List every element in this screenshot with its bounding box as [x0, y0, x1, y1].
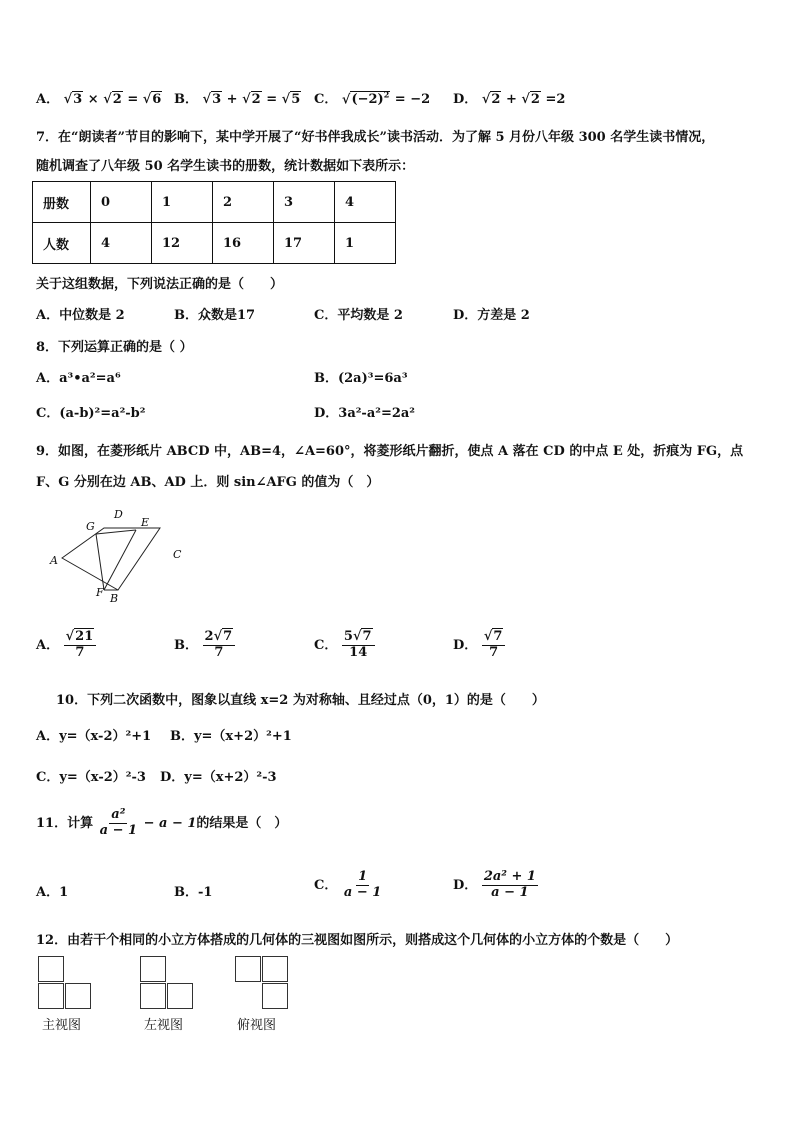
view-cell	[262, 956, 288, 982]
table-cell: 1	[335, 223, 396, 264]
label-g: G	[86, 520, 95, 533]
q9-option-b: B． $\frac{2√7}{7}$	[174, 630, 235, 661]
q10-option-c: C．y=（x-2）²-3	[36, 770, 146, 785]
view-cell	[235, 956, 261, 982]
label-d: D	[114, 508, 123, 521]
fraction: $\frac{√21}{7}$	[64, 630, 97, 661]
q10-option-d: D．y=（x+2）²-3	[160, 770, 277, 785]
view-cell	[140, 956, 166, 982]
table-cell: 3	[274, 182, 335, 223]
label-c: C	[173, 548, 182, 561]
q6-option-c: C． $√(-2)^2 = -2$	[314, 89, 431, 107]
fraction: $\frac{\text{a²}}{a - 1}$	[99, 807, 138, 838]
table-cell: 2	[213, 182, 274, 223]
table-cell: 4	[91, 223, 152, 264]
q8-option-c: C．(a-b)²=a²-b²	[36, 406, 146, 421]
fraction: $\frac{√7}{7}$	[482, 630, 506, 661]
left-view-label: 左视图	[144, 1018, 184, 1033]
table-cell: 17	[274, 223, 335, 264]
q9-line1: 9．如图，在菱形纸片 ABCD 中，AB=4，∠A=60°，将菱形纸片翻折，使点 A 落在 CD 的中点 E 处，折痕为 FG，点	[36, 444, 744, 459]
q6-option-d: D． √2 + √2 =2	[453, 92, 566, 107]
sqrt-sign: √3	[63, 92, 83, 107]
q8-option-a: A．a³•a²=a⁶	[36, 371, 121, 386]
q7-line1: 7．在“朗读者”节目的影响下，某中学开展了“好书伴我成长”读书活动．为了解 5 月份八年级 300 名学生读书情况，	[36, 130, 715, 145]
view-cell	[65, 983, 91, 1009]
label-a: A	[50, 554, 58, 567]
fraction: $\frac{1}{a - 1}$	[343, 869, 382, 900]
rhombus-figure	[40, 500, 200, 610]
table-cell: 4	[335, 182, 396, 223]
q11-option-d: D． $\frac{\text{2a² + 1}}{a - 1}$	[453, 869, 536, 900]
q8-option-b: B．(2a)³=6a³	[314, 371, 408, 386]
q8-option-d: D．3a²-a²=2a²	[314, 406, 416, 421]
fraction: $\frac{2√7}{7}$	[203, 630, 236, 661]
view-cell	[140, 983, 166, 1009]
table-cell: 册数	[33, 182, 91, 223]
front-view	[38, 956, 98, 1038]
table-row	[33, 223, 396, 264]
front-view-label: 主视图	[42, 1018, 82, 1033]
top-view	[235, 956, 295, 1038]
label-e: E	[141, 516, 150, 529]
q11-option-a: A．1	[36, 885, 69, 900]
table-cell: 12	[152, 223, 213, 264]
q7-data-table	[32, 181, 396, 264]
q9-line2: F、G 分别在边 AB、AD 上．则 sin∠AFG 的值为（ ）	[36, 475, 380, 490]
q7-option-d: D．方差是 2	[453, 308, 530, 323]
fraction: $\frac{\text{2a² + 1}}{a - 1}$	[483, 869, 536, 900]
q7-prompt: 关于这组数据，下列说法正确的是（ ）	[36, 277, 284, 292]
q11-option-b: B．-1	[174, 885, 213, 900]
table-cell: 人数	[33, 223, 91, 264]
segment-ef	[104, 530, 136, 590]
q7-option-b: B．众数是17	[174, 308, 256, 323]
table-row	[33, 182, 396, 223]
table-cell: 16	[213, 223, 274, 264]
q8-stem: 8．下列运算正确的是（ ）	[36, 340, 193, 355]
q11-option-c: C． $\frac{1}{a - 1}$	[314, 869, 382, 900]
table-cell: 1	[152, 182, 213, 223]
q10-stem: 10．下列二次函数中，图象以直线 x=2 为对称轴、且经过点（0，1）的是（ ）	[56, 693, 545, 708]
label-f: F	[96, 586, 104, 599]
q9-option-c: C． $\frac{5√7}{14}$	[314, 630, 375, 661]
label-b: B	[110, 592, 119, 605]
fraction: $\frac{5√7}{14}$	[342, 630, 375, 661]
q10-option-a: A．y=（x-2）²+1	[36, 729, 152, 744]
q9-option-d: D． $\frac{√7}{7}$	[453, 630, 505, 661]
view-cell	[38, 983, 64, 1009]
q7-line2: 随机调查了八年级 50 名学生读书的册数，统计数据如下表所示：	[36, 159, 415, 174]
q6-option-a: A． √3 × √2 = √6	[36, 92, 162, 107]
q6-option-b: B． √3 + √2 = √5	[174, 92, 301, 107]
q9-option-a: A． $\frac{√21}{7}$	[36, 630, 96, 661]
left-view	[140, 956, 200, 1038]
q7-option-c: C．平均数是 2	[314, 308, 403, 323]
table-cell: 0	[91, 182, 152, 223]
q10-option-b: B．y=（x+2）²+1	[170, 729, 292, 744]
view-cell	[167, 983, 193, 1009]
q12-stem: 12．由若干个相同的小立方体搭成的几何体的三视图如图所示，则搭成这个几何体的小立方体的个数是（ ）	[36, 933, 679, 948]
q7-option-a: A．中位数是 2	[36, 308, 125, 323]
segment-gf	[96, 534, 104, 590]
rhombus-abcd	[62, 528, 160, 590]
view-cell	[38, 956, 64, 982]
q11-stem: 11．计算 $\frac{\text{a²}}{a - 1}$ − a − 1的结果是（ ）	[36, 807, 288, 838]
top-view-label: 俯视图	[237, 1018, 277, 1033]
view-cell	[262, 983, 288, 1009]
segment-ge	[96, 530, 136, 534]
